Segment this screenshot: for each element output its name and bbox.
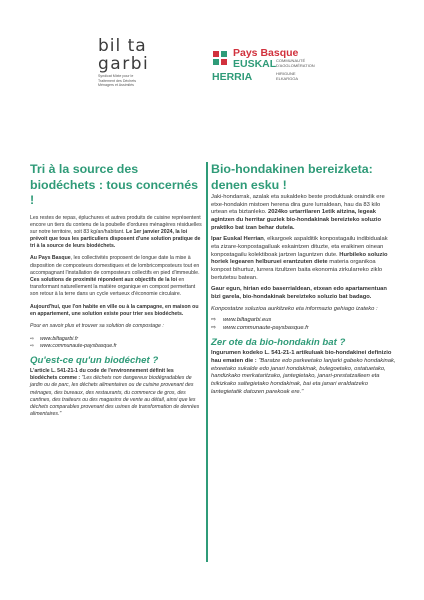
biltagarbi-logo <box>98 38 166 88</box>
arrow-icon: ⇨ <box>211 317 216 324</box>
paysbasque-logo-communaute: COMMUNAUTÉ D'AGGLOMÉRATION <box>276 58 315 68</box>
french-paragraph-1: Les restes de repas, épluchures et autres produits de cuisine représentent encore un tiers du contenu de la poubelle d'ordures ménagères résiduelles sur notre territoire, soit 83 kg/an/habitant. Le 1er janvier 2024, la loi prévoit que tous les particuliers disposent d'une solution pratique de tri à la source de leurs biodéchets. <box>30 214 202 249</box>
biltagarbi-logo-line2: garbi <box>98 54 150 74</box>
basque-subtitle: Zer ote da bio-hondakin bat ? <box>211 337 346 349</box>
french-paragraph-3: Aujourd'hui, que l'on habite en ville ou à la campagne, en maison ou en appartement, une solution existe pour trier ses biodéchets. <box>30 303 199 317</box>
column-divider <box>206 162 208 562</box>
french-paragraph-2: Au Pays Basque, les collectivités proposent de longue date la mise à disposition de composteurs domestiques et de lombricomposteurs tout en accompagnant l'installation de composteurs collectifs en pied d'immeuble. Ces solutions de proximité répondent aux objectifs de la loi en transformant naturellement la matière organique en compost permettant son retour à la terre dans un cycle vertueux d'économie circulaire. <box>30 255 200 297</box>
basque-paragraph-3: Gaur egun, hirian edo baserrialdean, etxean edo apartamentuan bizi garela, bio-hondakinak bereizteko soluzio bat badago. <box>211 286 387 301</box>
basque-paragraph-1: Jaki-hondarrak, azalak eta sukaldeko beste produktuak oraindik ere etxe-hondakin mistoen herena dira gure lurraldean, hau da 83 kilo urtean eta biztanleko. 2024ko urtarrilaren 1etik aitzina, legeak agintzen du herritar guziek bio-hondakinak bereizteko soluzio praktiko bat izan behar dutela. <box>211 194 385 231</box>
basque-paragraph-2: Ipar Euskal Herrian, elkargoek aspalditik konpostagailu indibidualak eta zizare-konpostagailuak eskaintzen dituzte, eta eraikinen oinean konpostagailu kolektiboak jartzen laguntzen dute. Hurbileko soluzio horiek legearen helburuei erantzuten diete materia organikoa konpost bihurtuz, lurrera itzultzen baita ekonomia zirkularreko ziklo bertutetsu batean. <box>211 236 388 281</box>
link-communaute-paysbasque-fr-eu[interactable]: ⇨ www.communaute-paysbasque.fr <box>211 324 309 331</box>
french-links <box>30 336 202 350</box>
link-biltagarbi-fr[interactable]: ⇨ www.biltagarbi.fr <box>30 335 79 342</box>
link-communaute-paysbasque-fr[interactable]: ⇨ www.communaute-paysbasque.fr <box>30 343 117 350</box>
paysbasque-logo <box>212 48 332 102</box>
basque-column <box>211 162 397 400</box>
paysbasque-logo-herria: HERRIA <box>212 71 253 83</box>
biltagarbi-logo-subtitle: Syndicat Mixte pour le Traitement des Déchets Ménagers et Assimilés <box>98 74 137 88</box>
arrow-icon: ⇨ <box>30 343 35 350</box>
link-biltagarbi-eus[interactable]: ⇨ www.biltagarbi.eus <box>211 317 272 324</box>
paysbasque-logo-hirigune: HIRIGUNE ELKARGOA <box>276 71 299 81</box>
french-column <box>30 162 202 423</box>
paysbasque-logo-pays: Pays Basque <box>233 47 299 59</box>
arrow-icon: ⇨ <box>211 324 216 331</box>
biltagarbi-logo-line1: bil ta <box>98 36 147 56</box>
basque-paragraph-4: Konpostatze soluzioa aurkitzeko eta informazio gehiago izateko : <box>211 305 378 312</box>
basque-links <box>211 317 397 332</box>
french-title: Tri à la source des biodéchets : tous concernés ! <box>30 162 198 207</box>
paysbasque-logo-euskal: EUSKAL <box>233 58 277 70</box>
french-subtitle: Qu'est-ce qu'un biodéchet ? <box>30 355 159 367</box>
arrow-icon: ⇨ <box>30 335 35 342</box>
paysbasque-emblem-icon <box>212 50 229 70</box>
french-paragraph-4: Pour en savoir plus et trouver sa solution de compostage : <box>30 323 164 330</box>
basque-title: Bio-hondakinen bereizketa: denen esku ! <box>211 162 373 192</box>
basque-paragraph-5: Ingurumen kodeko L. 541-21-1 artikuluak bio-hondakinei definizio hau ematen die : "Baratze edo parkeetako lanjarki gabeko hondakinak, etxeetako sukalde edo janari hondakinak, bulegoetako, ostatuetako, handizkako merkataritzako, jantegietako, janari-prestatzaileen eta txikizkako saltegietako hondakinak, bai eta janari eraldatzeko lantegietatik datozen parekoak ere." <box>211 350 396 395</box>
french-paragraph-5: L'article L. 541-21-1 du code de l'environnement définit les biodéchets comme : "Les déchets non dangereux biodégradables de jardin ou de parc, les déchets alimentaires ou de cuisine provenant des ménages, des bureaux, des restaurants, du commerce de gros, des cantines, des traiteurs ou des magasins de vente au détail, ainsi que les déchets comparables provenant des usines de transformation de denrées alimentaires." <box>30 368 200 417</box>
